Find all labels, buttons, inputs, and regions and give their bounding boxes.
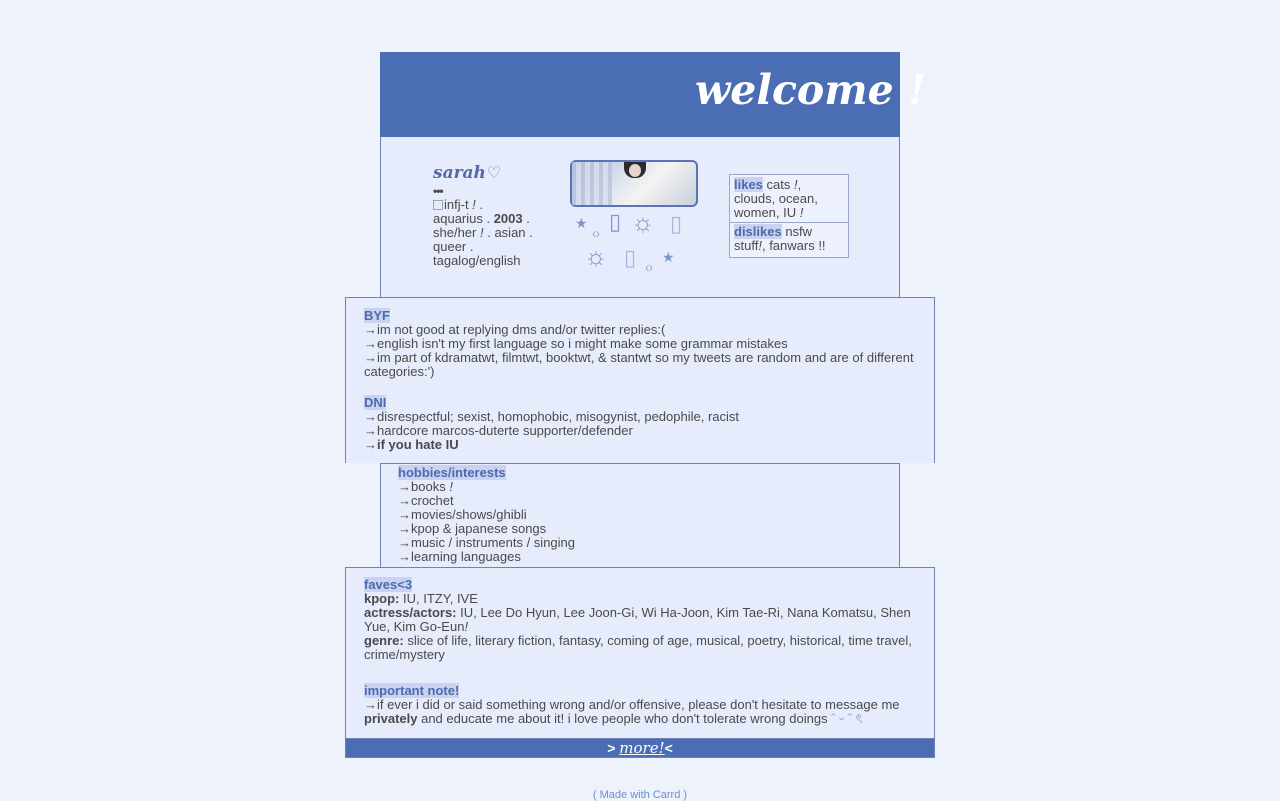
list-item: →crochet: [398, 493, 454, 508]
name-text: sarah: [433, 163, 486, 183]
box-icon: ▯: [624, 245, 637, 270]
bio-line: tagalog/english: [433, 253, 521, 268]
profile-bio: [433, 198, 533, 268]
dislikes-label: dislikes: [734, 224, 782, 239]
bio-line: she/her ! . asian .: [433, 225, 533, 240]
photo-background: [572, 162, 612, 205]
box-icon: ▯: [609, 209, 622, 234]
photo-face: [629, 164, 641, 177]
box-icon: [433, 200, 443, 210]
list-item: actress/actors: IU, Lee Do Hyun, Lee Joon-Gi, Wi Ha-Joon, Kim Tae-Ri, Nana Komatsu, Shen Yue, Kim Go-Eun!: [364, 605, 911, 634]
profile-panel: [380, 137, 900, 298]
sun-icon: ☼: [584, 241, 608, 271]
star-icon: ★: [662, 249, 675, 265]
note-body: →if ever i did or said something wrong and/or offensive, please don't hesitate to message me privately and educate me about it! i love people who don't tolerate wrong doings ˆ ᵕ ˆ ৎ: [364, 697, 900, 726]
sun-icon: ☼: [631, 207, 655, 237]
likes-label: likes: [734, 177, 763, 192]
footer-bar: [345, 738, 935, 758]
made-with-carrd-link[interactable]: ( Made with Carrd ): [592, 789, 688, 801]
bio-line: aquarius . 2003 .: [433, 211, 530, 226]
list-item: →books !: [398, 479, 453, 494]
list-item: →if you hate IU: [364, 437, 459, 452]
profile-photo: [570, 160, 698, 207]
note-text: [364, 684, 920, 726]
bio-line: infj-t ! .: [433, 198, 533, 212]
list-item: →learning languages: [398, 549, 521, 564]
faves-heading: faves<3: [364, 577, 413, 592]
byf-dni-text: [364, 309, 920, 452]
list-item: →disrespectful; sexist, homophobic, misogynist, pedophile, racist: [364, 409, 740, 424]
heart-icon: ♡: [486, 163, 502, 182]
list-item: →im part of kdramatwt, filmtwt, booktwt, & stantwt so my tweets are random and are of different categories:'): [364, 350, 914, 379]
hobbies-text: [398, 466, 575, 564]
list-item: genre: slice of life, literary fiction, fantasy, coming of age, musical, poetry, historical, time travel, crime/mystery: [364, 633, 912, 662]
page-title: welcome !: [695, 66, 927, 114]
hobbies-heading: hobbies/interests: [398, 465, 506, 480]
dislikes-section: dislikes nsfw stuff!, fanwars !!: [734, 224, 826, 253]
byf-dni-panel: [345, 297, 935, 463]
faves-panel: [345, 567, 935, 674]
box-icon: ▯: [670, 211, 683, 236]
likes-dislikes-box: [729, 174, 849, 258]
list-item: →im not good at replying dms and/or twitter replies:(: [364, 322, 666, 337]
faves-text: [364, 578, 920, 662]
star-icon: ★: [575, 215, 588, 231]
profile-dots: •••: [433, 184, 443, 198]
profile-name: [433, 163, 501, 183]
list-item: →english isn't my first language so i might make some grammar mistakes: [364, 336, 788, 351]
more-link[interactable]: more!: [619, 739, 665, 757]
list-item: →hardcore marcos-duterte supporter/defender: [364, 423, 633, 438]
emoticon: ˆ ᵕ ˆ ৎ: [831, 711, 863, 726]
bio-line: queer .: [433, 239, 474, 254]
note-heading: important note!: [364, 683, 460, 698]
left-mark: >: [607, 740, 616, 756]
circle-icon: ｏ: [591, 229, 601, 240]
dni-heading: DNI: [364, 395, 387, 410]
list-item: →movies/shows/ghibli: [398, 507, 527, 522]
header-banner: [380, 52, 927, 138]
likes-section: likes cats !, clouds, ocean, women, IU !: [730, 175, 848, 223]
byf-heading: BYF: [364, 308, 390, 323]
right-mark: <: [664, 740, 673, 756]
list-item: kpop: IU, ITZY, IVE: [364, 591, 478, 606]
circle-icon: ｏ: [644, 263, 654, 274]
list-item: →kpop & japanese songs: [398, 521, 547, 536]
hobbies-panel: [380, 463, 900, 568]
list-item: →music / instruments / singing: [398, 535, 576, 550]
note-panel: [345, 673, 935, 740]
